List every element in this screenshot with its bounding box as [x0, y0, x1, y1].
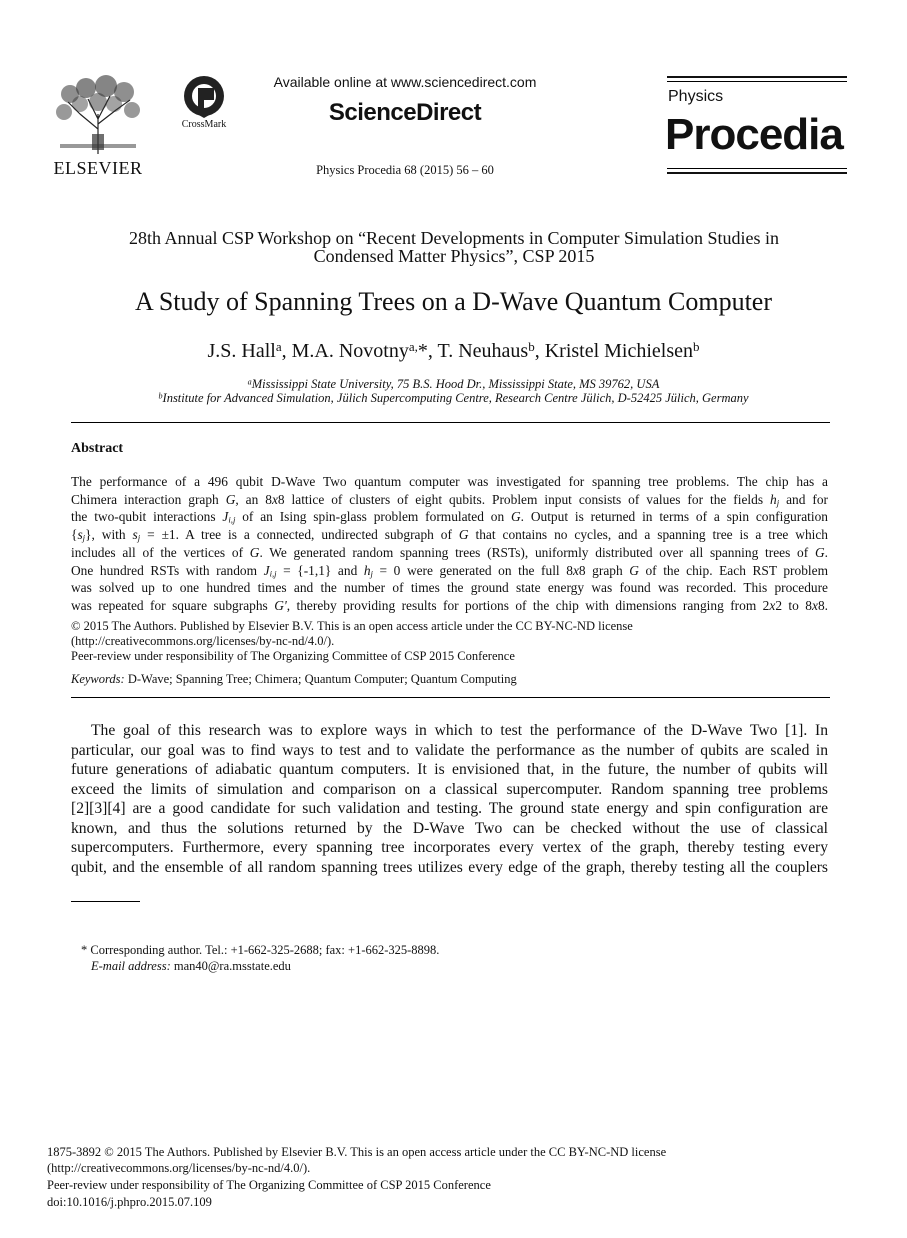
body-line: supercomputers. Furthermore, every spanning tree incorporates every vertex of the graph, thereby testing every: [71, 839, 828, 856]
body-line: qubit, and the ensemble of all random spanning trees utilizes every edge of the graph, thereby testing all the couplers: [71, 858, 828, 876]
footer-license-link[interactable]: (http://creativecommons.org/licenses/by-nc-nd/4.0/).: [47, 1161, 311, 1175]
body-line: [2][3][4] are a good candidate for such validation and testing. The ground state energy and spin configuration are: [71, 800, 828, 817]
crossmark-label: CrossMark: [181, 119, 227, 130]
body-line: particular, our goal was to find ways to test and to validate the performance as the number of qubits are scaled in: [71, 741, 828, 759]
body-paragraph: [71, 721, 828, 877]
email-label: E-mail address:: [91, 959, 171, 973]
keywords-list: D-Wave; Spanning Tree; Chimera; Quantum Computer; Quantum Computing: [127, 672, 517, 686]
author: Kristel Michielsen$^b$: [544, 339, 700, 362]
abstract-rule-bottom: [71, 697, 830, 698]
body-line: known, and thus the solutions returned by the D-Wave Two can be checked without the use of classical: [71, 819, 828, 837]
journal-name-big: Procedia: [665, 110, 843, 159]
crossmark-icon: [176, 74, 232, 120]
elsevier-logo: [50, 74, 146, 178]
body-line: future generations of adiabatic quantum computers. It is envisioned that, in the future, the number of qubits will: [71, 761, 828, 778]
journal-rule-top: [667, 76, 847, 78]
journal-rule-bottom: [667, 168, 847, 169]
elsevier-wordmark: ELSEVIER: [53, 158, 143, 178]
body-line: The goal of this research was to explore ways in which to test the performance of the D-Wave Two [1]. In: [91, 722, 828, 739]
author: M.A. Novotny$^{a,}$*,: [291, 339, 438, 362]
journal-rule-top2: [667, 81, 847, 82]
footer-issn: 1875-3892 © 2015 The Authors. Published by Elsevier B.V. This is an open access article under the CC BY-NC-ND license: [47, 1145, 667, 1159]
journal-citation: Physics Procedia 68 (2015) 56 – 60: [316, 163, 494, 177]
conference-name: 28th Annual CSP Workshop on “Recent Developments in Computer Simulation Studies in Condensed Matter Physics”, CSP 2015: [128, 228, 780, 266]
email-line: [91, 959, 291, 974]
abstract-peer-review: Peer-review under responsibility of The Organizing Committee of CSP 2015 Conference: [71, 649, 515, 663]
available-online: Available online at www.sciencedirect.com: [273, 74, 537, 90]
body-line: exceed the limits of simulation and comparison on a classical supercomputer. Random spanning tree problems: [71, 780, 828, 798]
journal-name-small: Physics: [668, 88, 724, 105]
abstract-heading: Abstract: [71, 441, 124, 456]
elsevier-tree-icon: [50, 74, 146, 158]
footnote-rule: [71, 901, 140, 902]
author: J.S. Hall$^a$,: [207, 339, 292, 362]
footer-doi[interactable]: doi:10.1016/j.phpro.2015.07.109: [47, 1195, 212, 1209]
email-address[interactable]: man40@ra.msstate.edu: [173, 959, 291, 973]
abstract-copyright-1: © 2015 The Authors. Published by Elsevier B.V. This is an open access article under the CC BY-NC-ND license: [71, 619, 633, 633]
journal-rule-bottom2: [667, 172, 847, 174]
sciencedirect-logo: ScienceDirect: [328, 99, 482, 126]
crossmark-logo[interactable]: [176, 74, 232, 134]
abstract-text: The performance of a 496 qubit D-Wave Two quantum computer was investigated for spanning tree problems. The chip has a Chimera interaction graph G, an 8x8 lattice of clusters of eight qubits. Problem input consists of values for the fields $h_j$ and for the two-qubit interactions $J_{i,j}$ of an Ising spin-glass problem formulated on G. Output is returned in terms of a spin configuration $\{s_j\}$, with $s_j = \pm 1$. A tree is a connected, undirected subgraph of G that contains no cycles, and a spanning tree is a tree which includes all of the vertices of G. We generated random spanning trees (RSTs), uniformly distributed over all spanning trees of G. One hundred RSTs with random $J_{i,j} = \{-1,1\}$ and $h_j = 0$ were generated on the full 8x8 graph G of the chip. Each RST problem was solved up to one hundred times and the number of times the ground state energy was found was recorded. This procedure was repeated for square subgraphs G', thereby providing results for portions of the chip with dimensions ranging from 2x2 to 8x8.: [71, 474, 829, 613]
page-title: A Study of Spanning Trees on a D-Wave Quantum Computer: [134, 287, 773, 316]
keywords-label: Keywords:: [71, 672, 125, 686]
affiliation-a: $^a$Mississippi State University, 75 B.S. Hood Dr., Mississippi State, MS 39762, USA: [247, 377, 660, 391]
affiliation-b: $^b$Institute for Advanced Simulation, Jülich Supercomputing Centre, Research Centre Jülich, D-52425 Jülich, Germany: [158, 391, 749, 405]
footer-peer-review: Peer-review under responsibility of The Organizing Committee of CSP 2015 Conference: [47, 1178, 491, 1192]
abstract-rule-top: [71, 422, 830, 423]
abstract-license-link[interactable]: (http://creativecommons.org/licenses/by-nc-nd/4.0/).: [71, 634, 335, 648]
author: T. Neuhaus$^b$,: [437, 339, 545, 362]
corresponding-author: * Corresponding author. Tel.: +1-662-325-2688; fax: +1-662-325-8898.: [81, 943, 440, 957]
keywords: [71, 672, 517, 687]
author-list: [60, 340, 847, 363]
